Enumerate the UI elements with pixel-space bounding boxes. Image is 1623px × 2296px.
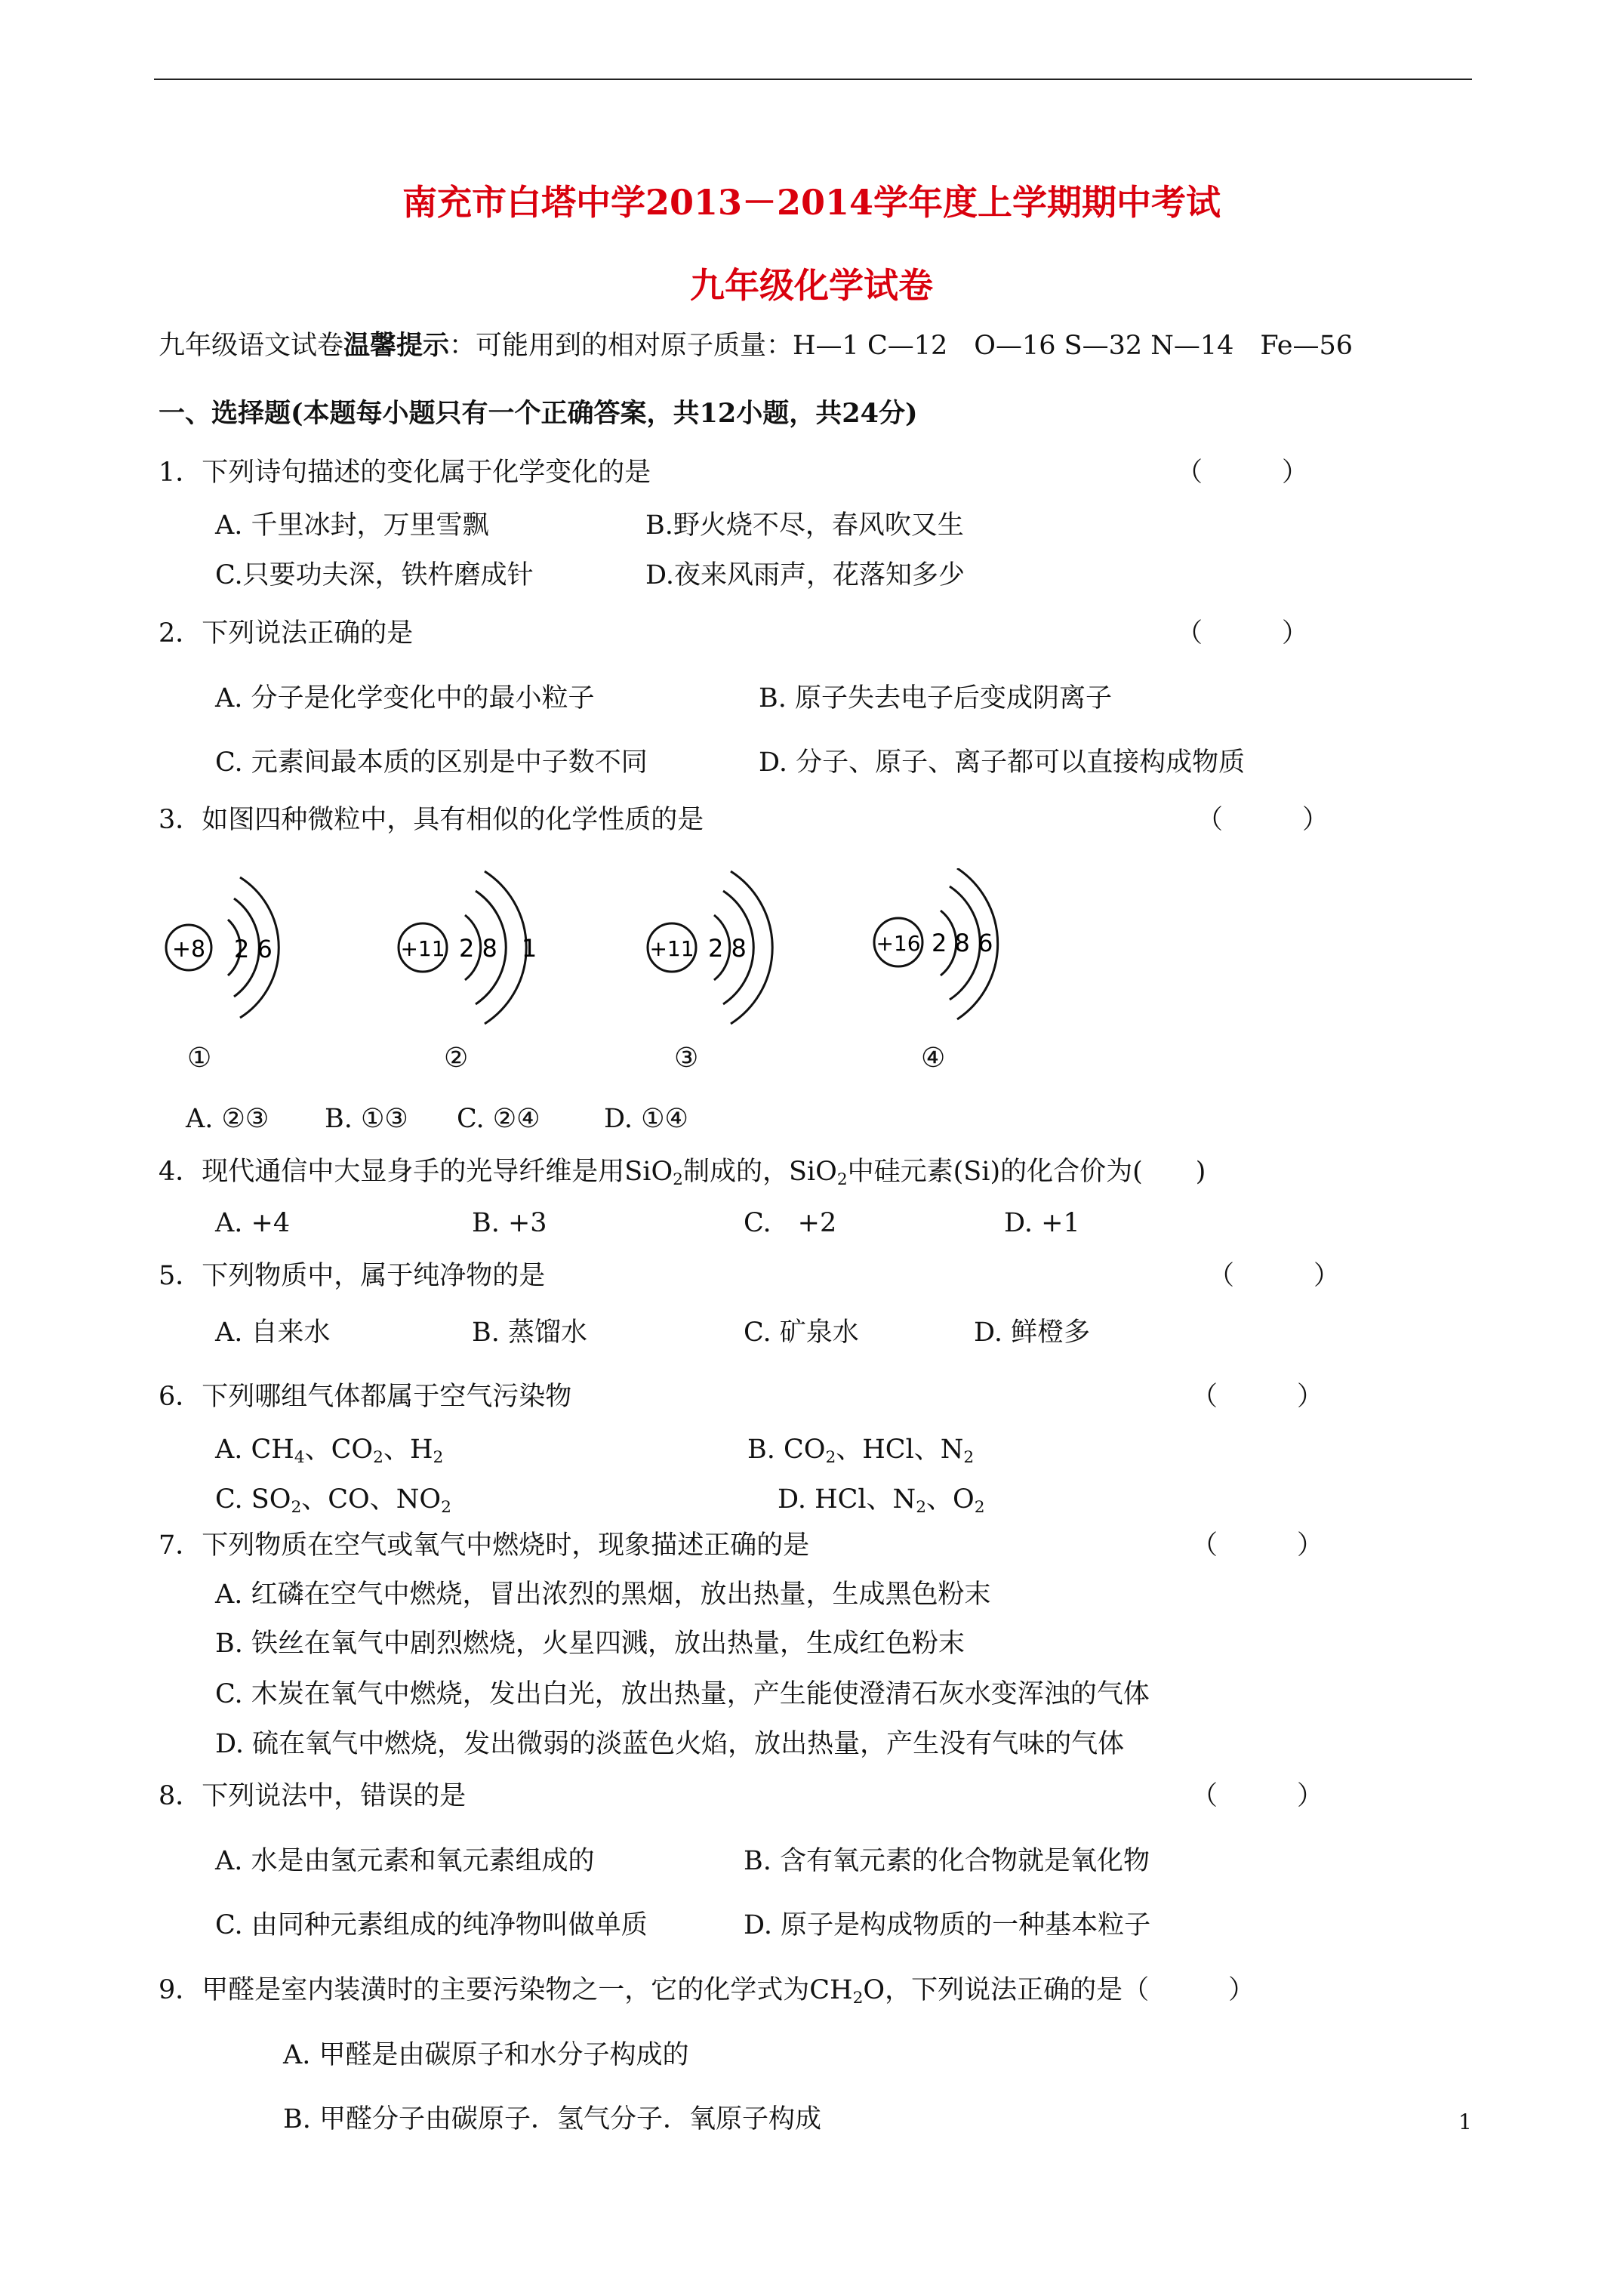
atom-diagram-4 [868,868,1034,1027]
atom4-nucleus-charge: +16 [876,931,921,956]
q8-option-c: C. 由同种元素组成的纯净物叫做单质 [215,1910,648,1940]
answer-blank-8[interactable]: （ ） [1191,1781,1324,1811]
q4-stem-part-3[interactable]: 中硅元素(Si)的化合价为( ) [847,1157,1206,1187]
atom4-shell-electrons: 2 8 6 [932,929,993,957]
q5-option-b: B. 蒸馏水 [472,1318,587,1348]
tip-line [159,329,1353,362]
q2-option-a: A. 分子是化学变化中的最小粒子 [215,683,595,713]
exam-subtitle: 九年级化学试卷 [690,265,933,306]
q9-stem-part-1: 9．甲醛是室内装潢时的主要污染物之一，它的化学式为CH [159,1975,853,2005]
atom-label-3: ③ [674,1043,699,1074]
answer-blank-5[interactable]: （ ） [1208,1261,1341,1291]
atom3-shell-electrons: 2 8 [708,934,747,963]
page-number: 1 [1458,2110,1472,2134]
q1-option-c: C.只要功夫深，铁杵磨成针 [215,560,534,590]
atom2-shell-electrons: 2 8 1 [459,934,537,963]
q8-option-b: B. 含有氧元素的化合物就是氧化物 [744,1846,1150,1876]
section-heading: 一、选择题(本题每小题只有一个正确答案，共12小题，共24分) [159,398,918,429]
q9-option-b: B. 甲醛分子由碳原子．氢气分子．氧原子构成 [283,2104,821,2134]
q1-option-b: B.野火烧不尽，春风吹又生 [645,510,964,541]
exam-title: 南充市白塔中学2013－2014学年度上学期期中考试 [402,182,1221,223]
q6-option-a [215,1433,443,1466]
q4-stem-part-1: 4．现代通信中大显身手的光导纤维是用SiO [159,1157,673,1187]
atom1-nucleus-charge: +8 [171,936,206,963]
q6d-sub-1: 2 [916,1498,926,1518]
question-8-stem: 8．下列说法中，错误的是 [159,1781,467,1811]
atom-label-2: ② [444,1043,469,1074]
q9-stem-part-2[interactable]: O，下列说法正确的是（ ） [863,1975,1255,2005]
atom3-nucleus-charge: +11 [649,936,694,961]
q2-option-d: D. 分子、原子、离子都可以直接构成物质 [759,747,1246,778]
answer-blank-3[interactable]: （ ） [1196,805,1329,835]
q6a-sub-2: 2 [373,1448,383,1468]
tip-label: 温馨提示 [343,330,450,361]
q4-option-c: C. +2 [744,1208,837,1238]
q6a-sub-3: 2 [433,1448,444,1468]
question-9-stem [159,1974,1255,2007]
q7-option-b: B. 铁丝在氧气中剧烈燃烧，火星四溅，放出热量，生成红色粉末 [215,1629,965,1659]
q6-option-d [778,1483,985,1516]
q9-subscript: 2 [852,1989,864,2008]
header-rule [154,79,1472,80]
q9-option-a: A. 甲醛是由碳原子和水分子构成的 [283,2040,689,2070]
question-3-stem: 3．如图四种微粒中，具有相似的化学性质的是 [159,805,704,835]
tip-prefix: 九年级语文试卷 [159,331,344,361]
q8-option-d: D. 原子是构成物质的一种基本粒子 [744,1910,1151,1940]
q3-option-b: B. ①③ [325,1104,408,1134]
q3-option-a: A. ②③ [186,1104,269,1134]
q6b-sub-1: 2 [825,1448,836,1468]
atom-diagram-1 [159,868,325,1027]
q6d-part-2: 、O [926,1484,975,1515]
q6b-sub-2: 2 [963,1448,975,1468]
question-4-stem [159,1155,1206,1188]
question-6-stem: 6．下列哪组气体都属于空气污染物 [159,1382,572,1412]
answer-blank-7[interactable]: （ ） [1191,1530,1324,1561]
question-5-stem: 5．下列物质中，属于纯净物的是 [159,1261,546,1291]
q2-option-c: C. 元素间最本质的区别是中子数不同 [215,747,648,778]
q4-stem-part-2: 制成的，SiO [682,1157,837,1187]
question-1-stem: 1．下列诗句描述的变化属于化学变化的是 [159,458,651,488]
q6-option-c [215,1483,451,1516]
q5-option-c: C. 矿泉水 [744,1318,859,1348]
atom1-shell-electrons: 2 6 [234,935,273,963]
q3-option-d: D. ①④ [604,1104,688,1134]
q4-subscript-2: 2 [836,1170,848,1190]
q2-option-b: B. 原子失去电子后变成阴离子 [759,683,1112,713]
question-7-stem: 7．下列物质在空气或氧气中燃烧时，现象描述正确的是 [159,1530,810,1561]
atom-label-4: ④ [921,1043,946,1074]
q6b-part-1: B. CO [747,1435,826,1465]
q1-option-d: D.夜来风雨声，花落知多少 [645,560,965,590]
q6a-part-3: 、H [383,1435,433,1465]
q1-option-a: A. 千里冰封，万里雪飘 [215,510,489,541]
q6c-sub-2: 2 [441,1498,451,1518]
q7-option-a: A. 红磷在空气中燃烧，冒出浓烈的黑烟，放出热量，生成黑色粉末 [215,1579,991,1610]
question-2-stem: 2．下列说法正确的是 [159,618,414,649]
q8-option-a: A. 水是由氢元素和氧元素组成的 [215,1846,595,1876]
q6d-sub-2: 2 [974,1498,985,1518]
answer-blank-6[interactable]: （ ） [1191,1382,1324,1412]
q3-option-c: C. ②④ [457,1104,540,1134]
q6c-sub-1: 2 [291,1498,302,1518]
answer-blank-1[interactable]: （ ） [1176,458,1309,488]
atom-diagram-2 [393,868,559,1027]
q4-subscript-1: 2 [673,1170,683,1190]
atom-label-1: ① [187,1043,212,1074]
q5-option-d: D. 鲜橙多 [974,1318,1091,1348]
q7-option-d: D. 硫在氧气中燃烧，发出微弱的淡蓝色火焰，放出热量，产生没有气味的气体 [215,1729,1125,1759]
q6d-part-1: D. HCl、N [778,1484,916,1515]
q4-option-a: A. +4 [215,1208,291,1238]
q6b-part-2: 、HCl、N [836,1435,964,1465]
atom-diagram-3 [642,868,793,1027]
q6-option-b [747,1433,974,1466]
answer-blank-2[interactable]: （ ） [1176,618,1309,649]
q4-option-b: B. +3 [472,1208,547,1238]
q6a-sub-1: 4 [294,1448,305,1468]
q4-option-d: D. +1 [1004,1208,1080,1238]
tip-text: ：可能用到的相对原子质量：H—1 C—12 O—16 S—32 N—14 Fe—56 [449,331,1354,361]
q5-option-a: A. 自来水 [215,1318,331,1348]
q6a-part-1: A. CH [215,1435,294,1465]
q6a-part-2: 、CO [304,1435,374,1465]
q6c-part-2: 、CO、NO [301,1484,442,1515]
q6c-part-1: C. SO [215,1484,291,1515]
atom2-nucleus-charge: +11 [400,936,445,961]
q7-option-c: C. 木炭在氧气中燃烧，发出白光，放出热量，产生能使澄清石灰水变浑浊的气体 [215,1679,1150,1709]
